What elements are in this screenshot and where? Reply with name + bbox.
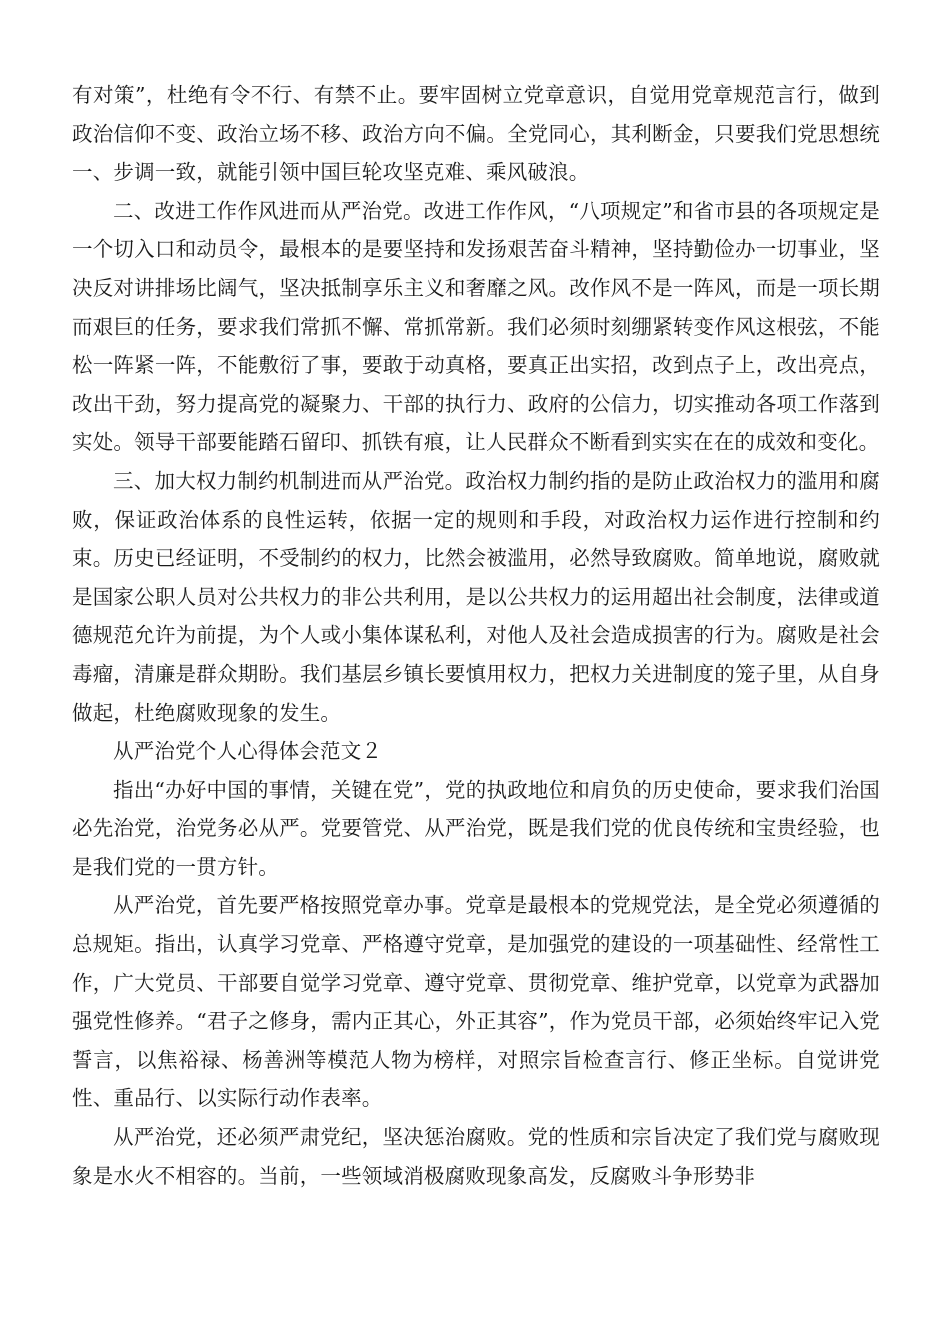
paragraph-party-constitution: 从严治党，首先要严格按照党章办事。党章是最根本的党规党法，是全党必须遵循的总规矩。指出，认真学习党章、严格遵守党章，是加强党的建设的一项基础性、经常性工作，广大党员、干部要自觉学习党章、遵守党章、贯彻党章、维护党章，以党章为武器加强党性修养。“君子之修身，需内正其心，外正其容”，作为党员干部，必须始终牢记入党誓言，以焦裕禄、杨善洲等模范人物为榜样，对照宗旨检查言行、修正坐标。自觉讲党性、重品行、以实际行动作表率。: [72, 893, 880, 1111]
section-heading: 从严治党个人心得体会范文２: [113, 739, 383, 764]
document-page: [72, 76, 880, 1195]
paragraph-work-style: 二、改进工作作风进而从严治党。改进工作作风，“八项规定”和省市县的各项规定是一个切入口和动员令，最根本的是要坚持和发扬艰苦奋斗精神，坚持勤俭办一切事业，坚决反对讲排场比阔气，坚决抵制享乐主义和奢靡之风。改作风不是一阵风，而是一项长期而艰巨的任务，要求我们常抓不懈、常抓常新。我们必须时刻绷紧转变作风这根弦，不能松一阵紧一阵，不能敷衍了事，要敢于动真格，要真正出实招，改到点子上，改出亮点，改出干劲，努力提高党的凝聚力、干部的执行力、政府的公信力，切实推动各项工作落到实处。领导干部要能踏石留印、抓铁有痕，让人民群众不断看到实实在在的成效和变化。: [72, 198, 880, 455]
paragraph-continuation: 有对策”，杜绝有令不行、有禁不止。要牢固树立党章意识，自觉用党章规范言行，做到政治信仰不变、政治立场不移、政治方向不偏。全党同心，其利断金，只要我们党思想统一、步调一致，就能引领中国巨轮攻坚克难、乘风破浪。: [72, 83, 880, 185]
paragraph-power-constraint: 三、加大权力制约机制进而从严治党。政治权力制约指的是防止政治权力的滥用和腐败，保证政治体系的良性运转，依据一定的规则和手段，对政治权力运作进行控制和约束。历史已经证明，不受制约的权力，比然会被滥用，必然导致腐败。简单地说，腐败就是国家公职人员对公共权力的非公共利用，是以公共权力的运用超出社会制度，法律或道德规范允许为前提，为个人或小集体谋私利，对他人及社会造成损害的行为。腐败是社会毒瘤，清廉是群众期盼。我们基层乡镇长要慎用权力，把权力关进制度的笼子里，从自身做起，杜绝腐败现象的发生。: [72, 468, 880, 725]
paragraph-intro: 指出“办好中国的事情，关键在党”，党的执政地位和肩负的历史使命，要求我们治国必先治党，治党务必从严。党要管党、从严治党，既是我们党的优良传统和宝贵经验，也是我们党的一贯方针。: [72, 777, 880, 879]
paragraph-discipline: 从严治党，还必须严肃党纪，坚决惩治腐败。党的性质和宗旨决定了我们党与腐败现象是水火不相容的。当前，一些领域消极腐败现象高发，反腐败斗争形势非: [72, 1125, 880, 1188]
